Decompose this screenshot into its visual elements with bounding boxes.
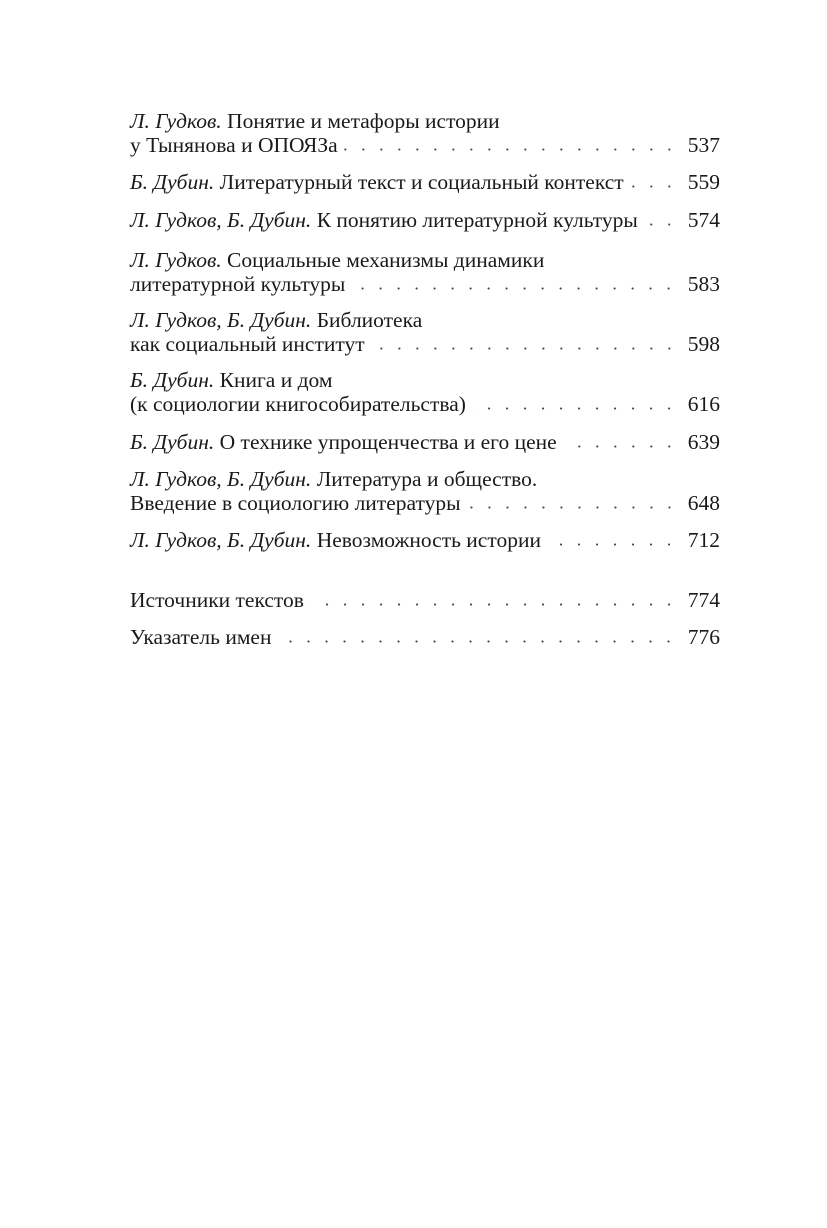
toc-author: Л. Гудков, Б. Дубин. [130,208,312,232]
toc-page-number: 537 [687,133,720,157]
toc-title-continued: (к социологии книгособирательства) [130,392,466,416]
toc-title-text: К понятию литературной культуры [316,208,638,232]
toc-entry-last-line [130,392,720,416]
toc-entry-last-line [130,430,720,454]
toc-entry[interactable] [130,248,720,296]
toc-title-continued: литературной культуры [130,272,346,296]
toc-entry-last-line [130,625,720,649]
dot-leader [351,287,678,290]
dot-leader [371,347,678,350]
toc-entry-last-line [130,170,720,194]
toc-page-number: 583 [687,272,720,296]
toc-author: Л. Гудков, Б. Дубин. [130,528,312,552]
toc-author: Л. Гудков. [130,248,222,272]
toc-entry-first-line [130,308,720,332]
toc-title [130,528,541,552]
dot-leader [630,185,678,188]
toc-entry[interactable] [130,109,720,157]
toc-page-number: 774 [687,588,720,612]
dot-leader [467,506,678,509]
toc-entry-last-line [130,272,720,296]
toc-entry-last-line [130,588,720,612]
toc-entry-first-line [130,467,720,491]
toc-title: Указатель имен [130,625,272,649]
dot-leader [277,640,678,643]
toc-page-number: 776 [687,625,720,649]
toc-page-number: 598 [687,332,720,356]
toc-entry[interactable] [130,308,720,356]
toc-entry[interactable] [130,430,720,454]
dot-leader [563,445,678,448]
toc-title: Источники текстов [130,588,304,612]
toc-title-text: Невозможность истории [316,528,541,552]
toc-page-number: 559 [687,170,720,194]
toc-page-number: 616 [687,392,720,416]
toc-title-text: О технике упрощенчества и его цене [219,430,557,454]
toc-entry[interactable] [130,528,720,552]
toc-title: Социальные механизмы динамики [227,248,545,272]
toc-entry-first-line [130,368,720,392]
toc-title [130,208,638,232]
toc-page-number: 639 [687,430,720,454]
toc-title-continued: как социальный институт [130,332,365,356]
toc-entry[interactable] [130,208,720,232]
toc-author: Л. Гудков, Б. Дубин. [130,308,312,332]
toc-author: Б. Дубин. [130,368,215,392]
toc-title-text: Литературный текст и социальный контекст [219,170,624,194]
toc-page-number: 648 [687,491,720,515]
toc-entry-last-line [130,528,720,552]
dot-leader [547,543,678,546]
toc-author: Б. Дубин. [130,430,215,454]
toc-title [130,430,557,454]
toc-title [130,170,624,194]
toc-entry[interactable] [130,368,720,416]
toc-page-number: 712 [687,528,720,552]
toc-title-continued: Введение в социологию литературы [130,491,461,515]
toc-entry-last-line [130,332,720,356]
dot-leader [344,148,678,151]
toc-title-continued: у Тынянова и ОПОЯЗа [130,133,338,157]
toc-entry-first-line [130,109,720,133]
toc-entry[interactable] [130,625,720,649]
toc-entry[interactable] [130,467,720,515]
toc-entry[interactable] [130,170,720,194]
toc-entry-first-line [130,248,720,272]
toc-entry-last-line [130,491,720,515]
toc-title: Библиотека [316,308,423,332]
dot-leader [310,603,678,606]
toc-entry-last-line [130,208,720,232]
toc-entry-last-line [130,133,720,157]
toc-title: Литература и общество. [316,467,538,491]
toc-page-number: 574 [687,208,720,232]
toc-author: Л. Гудков, Б. Дубин. [130,467,312,491]
dot-leader [472,407,678,410]
toc-author: Л. Гудков. [130,109,222,133]
toc-title: Книга и дом [219,368,333,392]
toc-author: Б. Дубин. [130,170,215,194]
toc-entry[interactable] [130,588,720,612]
dot-leader [644,223,678,226]
toc-title: Понятие и метафоры истории [227,109,500,133]
